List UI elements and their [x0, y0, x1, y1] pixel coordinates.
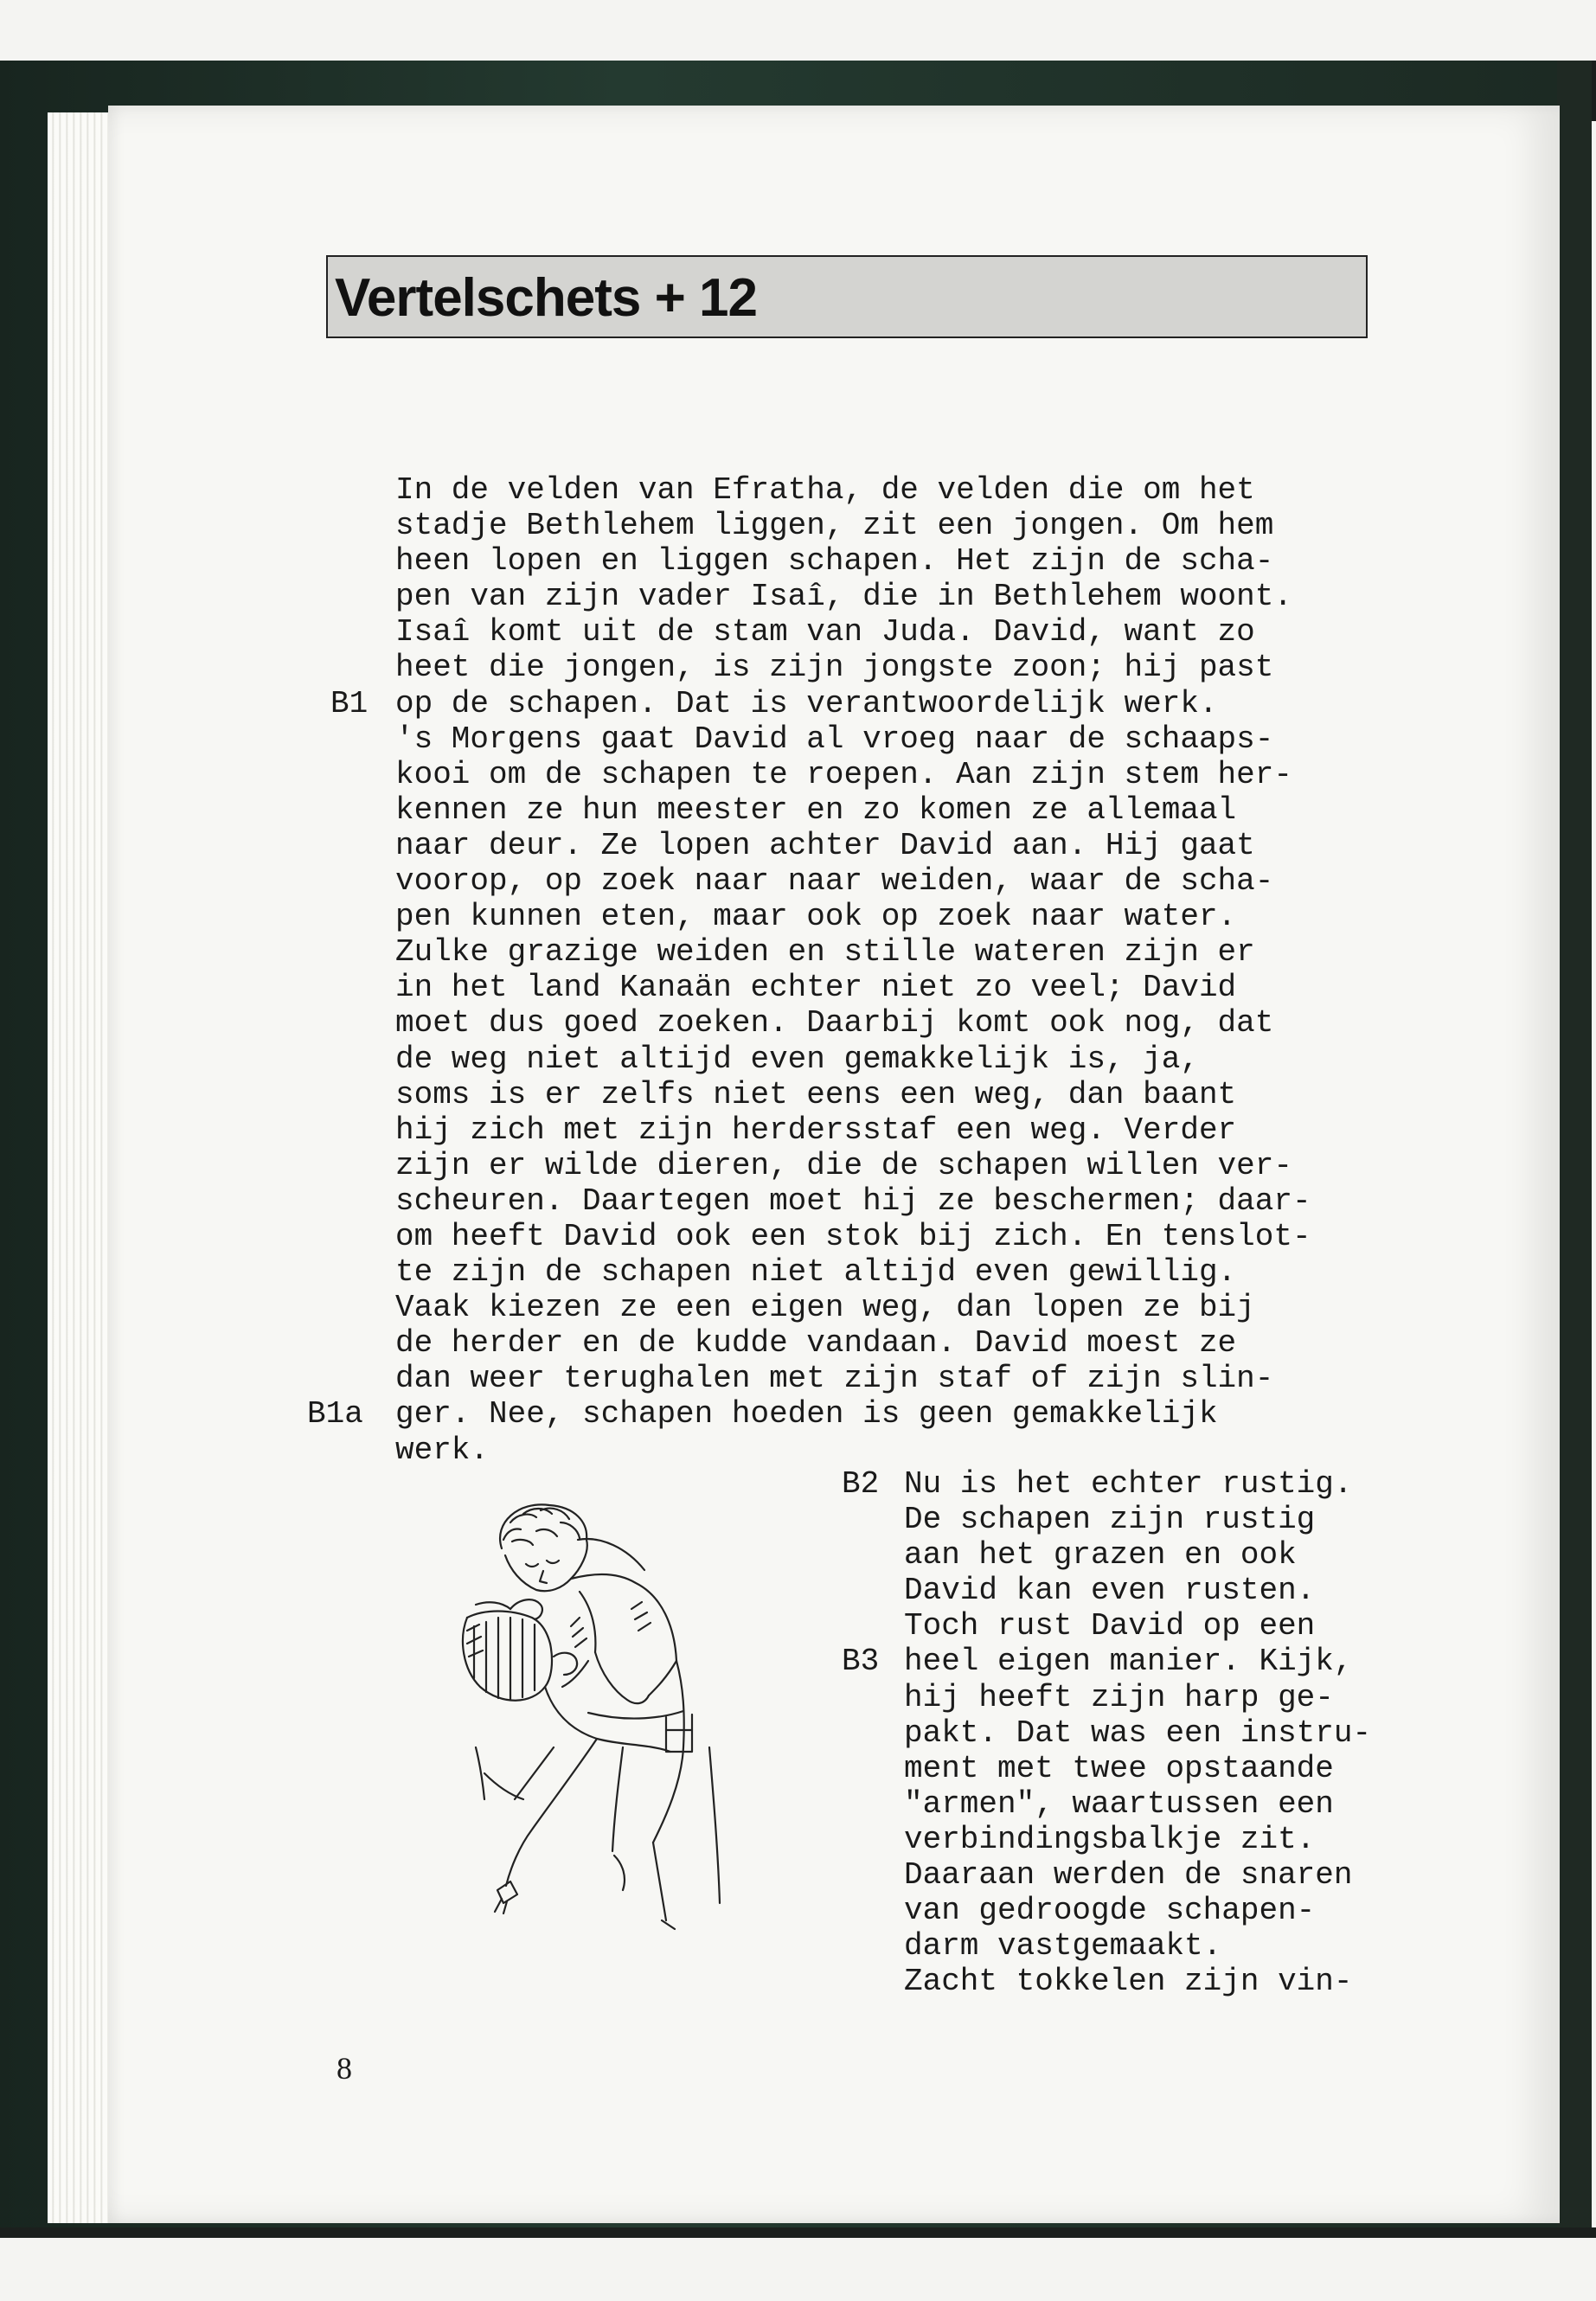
right-column-line: pakt. Dat was een instru-: [904, 1715, 1372, 1751]
body-text-line: Zulke grazige weiden en stille wateren zijn er: [395, 934, 1255, 971]
body-text-line: heet die jongen, is zijn jongste zoon; hij past: [395, 650, 1274, 686]
right-column-line: Daaraan werden de snaren: [904, 1857, 1353, 1894]
page-number: 8: [337, 2051, 352, 2086]
body-text-line: pen kunnen eten, maar ook op zoek naar water.: [395, 899, 1237, 935]
body-text-line: kennen ze hun meester en zo komen ze allemaal: [395, 792, 1237, 828]
body-text-line: werk.: [395, 1432, 490, 1468]
body-text: [395, 472, 1468, 1468]
right-column-line: darm vastgemaakt.: [904, 1928, 1222, 1965]
right-column-line: "armen", waartussen een: [904, 1785, 1334, 1822]
body-text-line: heen lopen en liggen schapen. Het zijn de scha-: [395, 543, 1274, 580]
right-column-line: Zacht tokkelen zijn vin-: [904, 1964, 1353, 2000]
right-column-line: De schapen zijn rustig: [904, 1502, 1316, 1538]
body-text-line: ger. Nee, schapen hoeden is geen gemakkelijk: [395, 1396, 1218, 1433]
page-title: Vertelschets + 12: [335, 268, 757, 328]
body-text-line: moet dus goed zoeken. Daarbij komt ook nog, dat: [395, 1005, 1274, 1042]
right-column-line: David kan even rusten.: [904, 1573, 1316, 1609]
body-text-line: te zijn de schapen niet altijd even gewillig.: [395, 1254, 1237, 1291]
right-column-line: heel eigen manier. Kijk,: [904, 1644, 1353, 1680]
body-text-line: zijn er wilde dieren, die de schapen willen ver-: [395, 1147, 1292, 1183]
body-text-line: de weg niet altijd even gemakkelijk is, ja,: [395, 1041, 1199, 1077]
right-column-line: verbindingsbalkje zit.: [904, 1821, 1316, 1857]
right-column-text: [904, 1466, 1371, 1999]
right-column-line: ment met twee opstaande: [904, 1750, 1334, 1786]
body-text-line: op de schapen. Dat is verantwoordelijk werk.: [395, 685, 1218, 721]
body-text-line: soms is er zelfs niet eens een weg, dan baant: [395, 1076, 1237, 1112]
right-column-line: van gedroogde schapen-: [904, 1893, 1316, 1929]
body-text-line: dan weer terughalen met zijn staf of zijn slin-: [395, 1361, 1274, 1397]
body-text-line: pen van zijn vader Isaî, die in Bethlehem woont.: [395, 579, 1292, 615]
body-text-line: scheuren. Daartegen moet hij ze beschermen; daar-: [395, 1183, 1311, 1219]
margin-label-b1a: B1a: [307, 1396, 363, 1432]
body-text-line: voorop, op zoek naar naar weiden, waar de scha-: [395, 863, 1274, 900]
right-column-line: aan het grazen en ook: [904, 1537, 1297, 1574]
book-cover-edge: [1557, 61, 1592, 2236]
right-column-line: Toch rust David op een: [904, 1608, 1316, 1644]
right-column-line: Nu is het echter rustig.: [904, 1466, 1353, 1502]
body-text-line: 's Morgens gaat David al vroeg naar de schaaps-: [395, 721, 1274, 757]
body-text-line: Isaî komt uit de stam van Juda. David, want zo: [395, 614, 1255, 651]
page-stack-edges: [48, 112, 117, 2223]
margin-label-b1: B1: [330, 686, 369, 721]
body-text-line: kooi om de schapen te roepen. Aan zijn stem her-: [395, 756, 1292, 792]
body-text-line: naar deur. Ze lopen achter David aan. Hij gaat: [395, 827, 1255, 863]
body-text-line: in het land Kanaän echter niet zo veel; David: [395, 970, 1237, 1006]
body-text-line: In de velden van Efratha, de velden die om het: [395, 472, 1255, 508]
body-text-line: stadje Bethlehem liggen, zit een jongen. Om hem: [395, 508, 1274, 544]
body-text-line: om heeft David ook een stok bij zich. En tenslot-: [395, 1218, 1311, 1254]
right-column-line: hij heeft zijn harp ge-: [904, 1679, 1334, 1715]
david-harp-sketch-icon: [450, 1488, 822, 1955]
body-text-line: de herder en de kudde vandaan. David moest ze: [395, 1325, 1237, 1362]
body-text-line: hij zich met zijn herdersstaf een weg. Verder: [395, 1112, 1237, 1148]
margin-label-b3: B3: [842, 1644, 880, 1679]
body-text-line: Vaak kiezen ze een eigen weg, dan lopen ze bij: [395, 1290, 1255, 1326]
margin-label-b2: B2: [842, 1466, 880, 1502]
scanner-bottom-band: [0, 2227, 1596, 2238]
